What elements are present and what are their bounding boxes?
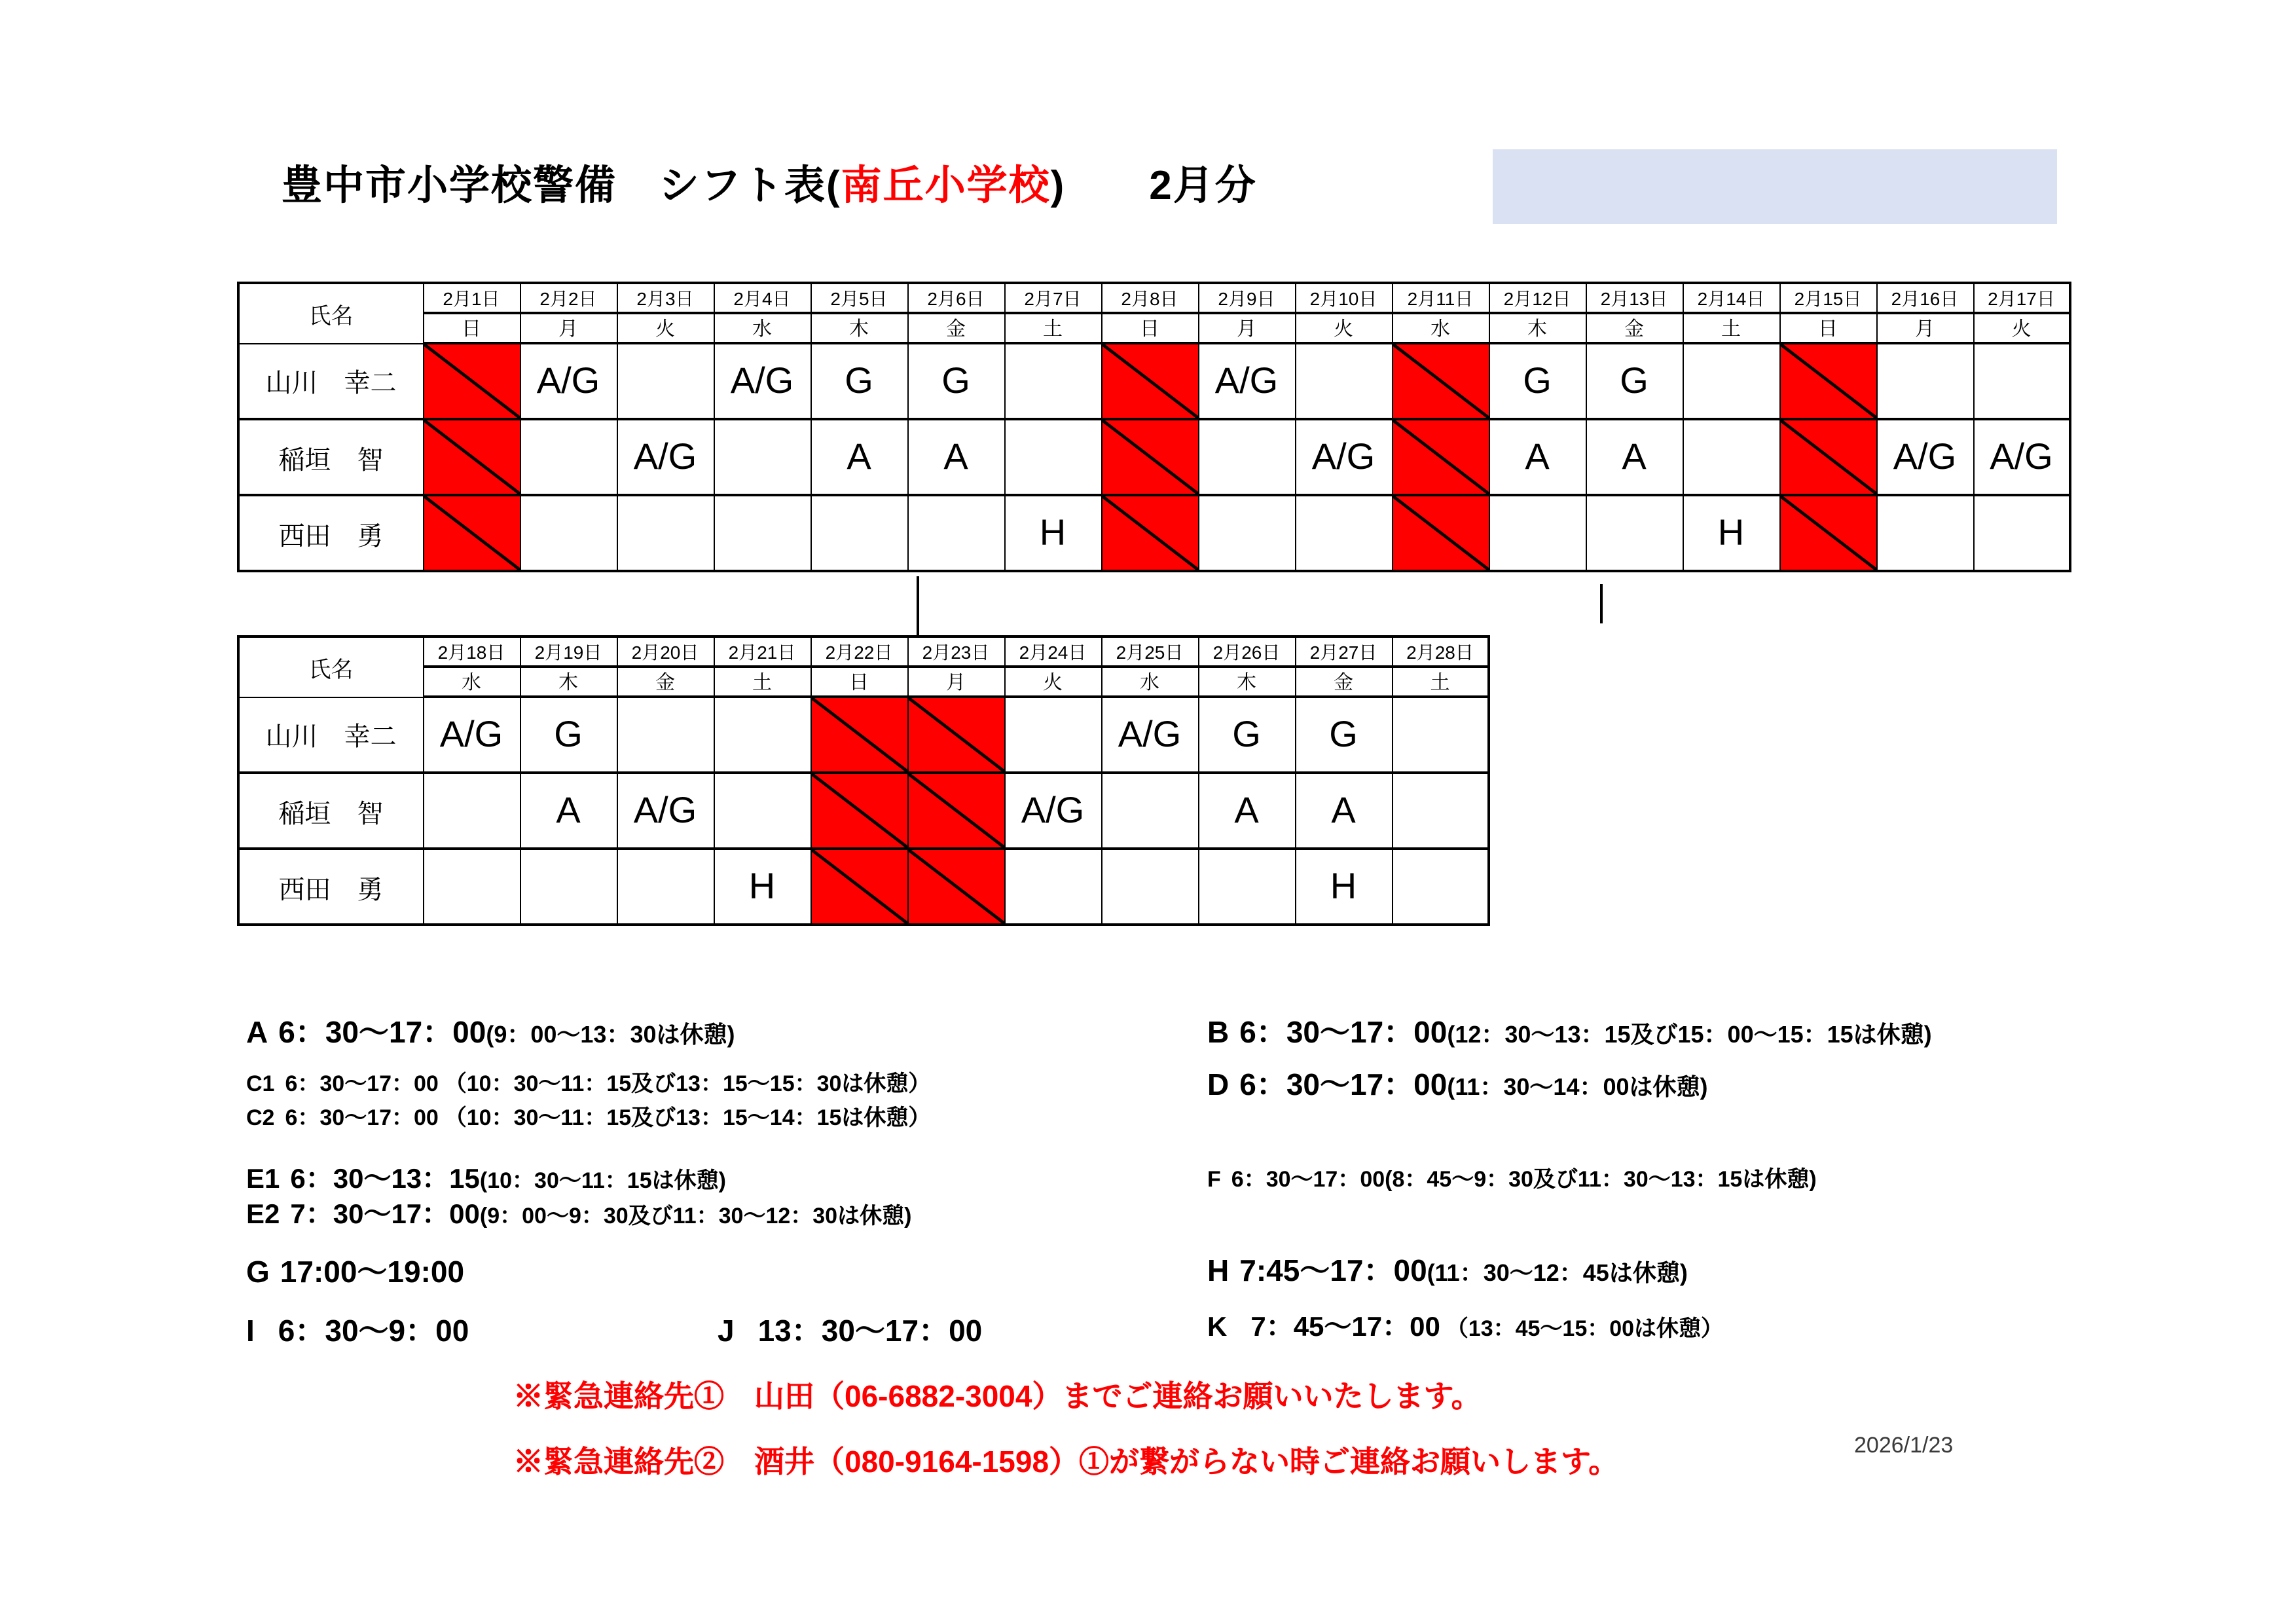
blocked-cell [811, 773, 907, 849]
legend-time: 6：30〜17：00 [285, 1105, 439, 1130]
staff-name-cell: 山川 幸二 [238, 343, 423, 419]
shift-cell: A/G [1876, 419, 1973, 495]
blocked-cell [1779, 495, 1876, 571]
legend-break: （10：30〜11：15及び13：15〜14：15は休憩） [444, 1105, 931, 1130]
shift-cell: G [1295, 697, 1392, 773]
weekday-header-cell: 金 [1295, 667, 1392, 697]
date-header-cell: 2月25日 [1101, 637, 1198, 667]
weekday-header-cell: 水 [423, 667, 520, 697]
legend-code: D [1207, 1067, 1230, 1101]
shift-cell: A/G [1101, 697, 1198, 773]
diagonal-slash-icon [811, 850, 907, 923]
date-header-cell: 2月6日 [907, 283, 1004, 313]
shift-cell: A [1586, 419, 1683, 495]
shift-cell: H [1004, 495, 1101, 571]
weekday-header-cell: 火 [1295, 313, 1392, 343]
legend-time: 6：30〜17：00 [1239, 1067, 1448, 1101]
date-header-cell: 2月22日 [811, 637, 907, 667]
shift-cell: G [1489, 343, 1586, 419]
shift-cell [1876, 343, 1973, 419]
staff-row [238, 419, 2070, 495]
shift-cell: A/G [1295, 419, 1392, 495]
diagonal-slash-icon [424, 420, 519, 494]
weekday-header-cell: 火 [617, 313, 714, 343]
legend-break: (12：30〜13：15及び15：00〜15：15は休憩) [1447, 1022, 1932, 1048]
date-header-cell: 2月8日 [1101, 283, 1198, 313]
weekday-header-cell: 土 [1683, 313, 1779, 343]
shift-cell [1392, 849, 1489, 925]
weekday-header-cell: 木 [811, 313, 907, 343]
blocked-cell [1779, 343, 1876, 419]
shift-cell: A [520, 773, 617, 849]
weekday-header-cell: 水 [1101, 667, 1198, 697]
legend-time: 7：45〜17：00 [1250, 1312, 1440, 1342]
date-header-cell: 2月4日 [714, 283, 811, 313]
weekday-header-cell: 月 [1198, 313, 1295, 343]
shift-cell [1004, 849, 1101, 925]
diagonal-slash-icon [424, 496, 519, 570]
staff-name-cell: 山川 幸二 [238, 697, 423, 773]
legend-code: C1 [246, 1071, 275, 1096]
shift-cell [1392, 697, 1489, 773]
page-break-mark [917, 576, 919, 635]
weekday-header-cell: 土 [714, 667, 811, 697]
legend-time: 6：30〜17：00 [1231, 1167, 1385, 1192]
shift-cell [811, 495, 907, 571]
shift-cell [1683, 419, 1779, 495]
diagonal-slash-icon [811, 698, 907, 771]
shift-cell: H [714, 849, 811, 925]
staff-name-cell: 西田 勇 [238, 495, 423, 571]
shift-table-second-half [237, 635, 1490, 926]
diagonal-slash-icon [1393, 344, 1488, 418]
shift-cell [1489, 495, 1586, 571]
shift-cell: A/G [617, 419, 714, 495]
name-column-header: 氏名 [238, 637, 423, 697]
shift-cell [1004, 419, 1101, 495]
shift-cell: A [1489, 419, 1586, 495]
date-header-cell: 2月19日 [520, 637, 617, 667]
legend-code: E1 [246, 1164, 280, 1194]
legend-code: F [1207, 1167, 1221, 1192]
date-header-cell: 2月7日 [1004, 283, 1101, 313]
shift-cell [1198, 495, 1295, 571]
legend-code: I [246, 1314, 255, 1348]
legend-break: (11：30〜14：00は休憩) [1447, 1074, 1708, 1100]
shift-table [237, 282, 2071, 572]
date-header-cell: 2月18日 [423, 637, 520, 667]
shift-cell [1295, 343, 1392, 419]
shift-cell [1101, 849, 1198, 925]
staff-name-cell: 稲垣 智 [238, 773, 423, 849]
date-header-cell: 2月1日 [423, 283, 520, 313]
diagonal-slash-icon [1102, 496, 1197, 570]
legend-break: （13：45〜15：00は休憩） [1446, 1316, 1724, 1341]
shift-cell [714, 495, 811, 571]
blocked-cell [1779, 419, 1876, 495]
shift-cell [617, 697, 714, 773]
diagonal-slash-icon [1102, 420, 1197, 494]
staff-row [238, 495, 2070, 571]
date-header-cell: 2月21日 [714, 637, 811, 667]
staff-name-cell: 西田 勇 [238, 849, 423, 925]
blocked-cell [1392, 495, 1489, 571]
staff-row [238, 343, 2070, 419]
legend-item-h [1207, 1247, 1688, 1290]
date-header-cell: 2月11日 [1392, 283, 1489, 313]
weekday-header-cell: 月 [1876, 313, 1973, 343]
shift-cell [617, 849, 714, 925]
legend-break: (11：30〜12：45は休憩) [1427, 1260, 1688, 1286]
shift-cell: A/G [714, 343, 811, 419]
legend-time: 7：30〜17：00 [290, 1200, 480, 1230]
shift-cell [1392, 773, 1489, 849]
shift-cell: G [907, 343, 1004, 419]
diagonal-slash-icon [908, 698, 1004, 771]
legend-item-j [718, 1307, 982, 1350]
legend-break: （10：30〜11：15及び13：15〜15：30は休憩） [444, 1071, 931, 1096]
legend-item-g [246, 1248, 464, 1291]
shift-cell: H [1295, 849, 1392, 925]
date-header-cell: 2月9日 [1198, 283, 1295, 313]
date-header-cell: 2月10日 [1295, 283, 1392, 313]
date-header-cell: 2月12日 [1489, 283, 1586, 313]
staff-row [238, 849, 1489, 925]
legend-item-i [246, 1307, 469, 1350]
diagonal-slash-icon [811, 774, 907, 847]
legend-code: J [718, 1314, 735, 1348]
shift-cell [1101, 773, 1198, 849]
highlight-box [1493, 149, 2057, 224]
shift-table-first-half [237, 282, 2071, 572]
shift-cell: G [520, 697, 617, 773]
legend-item-c2 [246, 1099, 930, 1132]
name-column-header: 氏名 [238, 283, 423, 343]
date-header-cell: 2月28日 [1392, 637, 1489, 667]
shift-cell: A/G [1004, 773, 1101, 849]
shift-cell: A/G [423, 697, 520, 773]
date-header-cell: 2月26日 [1198, 637, 1295, 667]
date-header-cell: 2月2日 [520, 283, 617, 313]
shift-cell [1198, 419, 1295, 495]
shift-cell: A/G [1198, 343, 1295, 419]
legend-item-k [1207, 1306, 1723, 1345]
shift-cell [1973, 495, 2070, 571]
weekday-header-cell: 日 [1101, 313, 1198, 343]
shift-cell [1004, 697, 1101, 773]
date-header-cell: 2月24日 [1004, 637, 1101, 667]
legend-break: (9：00〜9：30及び11：30〜12：30は休憩) [479, 1204, 912, 1228]
shift-cell: H [1683, 495, 1779, 571]
shift-cell: G [1198, 697, 1295, 773]
legend-break: (9：00〜13：30は休憩) [486, 1022, 735, 1048]
blocked-cell [1392, 343, 1489, 419]
diagonal-slash-icon [908, 850, 1004, 923]
date-header-cell: 2月23日 [907, 637, 1004, 667]
diagonal-slash-icon [424, 344, 519, 418]
shift-cell: G [1586, 343, 1683, 419]
weekday-header-cell: 火 [1973, 313, 2070, 343]
legend-break: (10：30〜11：15は休憩) [479, 1168, 726, 1193]
print-date: 2026/1/23 [1854, 1433, 1954, 1458]
shift-cell [520, 849, 617, 925]
date-header-cell: 2月15日 [1779, 283, 1876, 313]
staff-row [238, 697, 1489, 773]
blocked-cell [1101, 495, 1198, 571]
shift-cell: A [1198, 773, 1295, 849]
date-header-cell: 2月14日 [1683, 283, 1779, 313]
diagonal-slash-icon [1102, 344, 1197, 418]
shift-cell [520, 495, 617, 571]
blocked-cell [1101, 419, 1198, 495]
weekday-header-cell: 水 [714, 313, 811, 343]
diagonal-slash-icon [1393, 496, 1488, 570]
shift-cell: A [907, 419, 1004, 495]
date-header-cell: 2月27日 [1295, 637, 1392, 667]
blocked-cell [1101, 343, 1198, 419]
weekday-header-cell: 月 [907, 667, 1004, 697]
title-paren-close: ) [1050, 162, 1066, 208]
legend-time: 6：30〜9：00 [278, 1314, 469, 1348]
weekday-header-cell: 土 [1392, 667, 1489, 697]
shift-cell: G [811, 343, 907, 419]
legend-time: 17:00〜19:00 [280, 1255, 465, 1289]
shift-cell [1198, 849, 1295, 925]
shift-table [237, 635, 1490, 926]
legend-break: (8：45〜9：30及び11：30〜13：15は休憩) [1385, 1167, 1817, 1192]
page-break-mark [1600, 584, 1603, 623]
legend-code: H [1207, 1253, 1230, 1287]
diagonal-slash-icon [1780, 420, 1876, 494]
legend-item-b [1207, 1008, 1932, 1052]
shift-cell [617, 343, 714, 419]
weekday-header-cell: 金 [1586, 313, 1683, 343]
shift-cell [423, 849, 520, 925]
legend-code: E2 [246, 1200, 280, 1230]
blocked-cell [423, 343, 520, 419]
weekday-header-cell: 木 [1198, 667, 1295, 697]
legend-code: K [1207, 1312, 1228, 1342]
shift-cell [907, 495, 1004, 571]
shift-cell: A [811, 419, 907, 495]
weekday-header-cell: 日 [423, 313, 520, 343]
shift-cell [1295, 495, 1392, 571]
diagonal-slash-icon [908, 774, 1004, 847]
diagonal-slash-icon [1393, 420, 1488, 494]
legend-item-a [246, 1008, 735, 1052]
weekday-header-cell: 日 [1779, 313, 1876, 343]
shift-cell [714, 773, 811, 849]
shift-cell [1004, 343, 1101, 419]
emergency-contact-note-2: ※緊急連絡先② 酒井（080-9164-1598）①が繋がらない時ご連絡お願いします。 [513, 1445, 1619, 1479]
legend-item-c1 [246, 1065, 930, 1098]
shift-cell [1973, 343, 2070, 419]
weekday-header-cell: 火 [1004, 667, 1101, 697]
blocked-cell [423, 419, 520, 495]
weekday-header-cell: 木 [520, 667, 617, 697]
weekday-header-cell: 水 [1392, 313, 1489, 343]
legend-item-e1 [246, 1158, 726, 1197]
shift-cell [1683, 343, 1779, 419]
legend-item-f [1207, 1160, 1817, 1193]
title-prefix: 豊中市小学校警備 シフト表( [282, 162, 841, 208]
weekday-header-cell: 金 [907, 313, 1004, 343]
legend-time: 13：30〜17：00 [757, 1314, 983, 1348]
legend-time: 6：30〜17：00 [278, 1015, 486, 1049]
shift-cell [423, 773, 520, 849]
blocked-cell [423, 495, 520, 571]
shift-cell: A/G [520, 343, 617, 419]
date-header-cell: 2月3日 [617, 283, 714, 313]
weekday-header-cell: 金 [617, 667, 714, 697]
legend-code: G [246, 1255, 270, 1289]
staff-name-cell: 稲垣 智 [238, 419, 423, 495]
shift-cell [1586, 495, 1683, 571]
blocked-cell [907, 773, 1004, 849]
emergency-contact-note-1: ※緊急連絡先① 山田（06-6882-3004）までご連絡お願いいたします。 [513, 1379, 1482, 1413]
weekday-header-cell: 日 [811, 667, 907, 697]
blocked-cell [811, 849, 907, 925]
shift-cell [714, 419, 811, 495]
date-header-cell: 2月16日 [1876, 283, 1973, 313]
date-header-cell: 2月20日 [617, 637, 714, 667]
shift-cell: A/G [617, 773, 714, 849]
blocked-cell [907, 697, 1004, 773]
shift-cell [714, 697, 811, 773]
weekday-header-cell: 木 [1489, 313, 1586, 343]
legend-item-d [1207, 1061, 1708, 1104]
weekday-header-cell: 土 [1004, 313, 1101, 343]
shift-cell: A/G [1973, 419, 2070, 495]
shift-cell [1876, 495, 1973, 571]
legend-code: A [246, 1015, 268, 1049]
legend-time: 6：30〜17：00 [285, 1071, 439, 1096]
page-title [282, 152, 1257, 211]
legend-time: 6：30〜13：15 [290, 1164, 480, 1194]
legend-code: C2 [246, 1105, 275, 1130]
title-school-name: 南丘小学校 [841, 162, 1051, 208]
shift-cell [520, 419, 617, 495]
shift-cell: A [1295, 773, 1392, 849]
date-header-cell: 2月17日 [1973, 283, 2070, 313]
shift-cell [617, 495, 714, 571]
blocked-cell [811, 697, 907, 773]
date-header-cell: 2月13日 [1586, 283, 1683, 313]
legend-time: 6：30〜17：00 [1239, 1015, 1448, 1049]
title-month-label: 2月分 [1065, 162, 1257, 208]
blocked-cell [1392, 419, 1489, 495]
staff-row [238, 773, 1489, 849]
legend-item-e2 [246, 1193, 911, 1232]
date-header-cell: 2月5日 [811, 283, 907, 313]
diagonal-slash-icon [1780, 344, 1876, 418]
legend-time: 7:45〜17：00 [1239, 1253, 1427, 1287]
legend-code: B [1207, 1015, 1230, 1049]
weekday-header-cell: 月 [520, 313, 617, 343]
diagonal-slash-icon [1780, 496, 1876, 570]
blocked-cell [907, 849, 1004, 925]
